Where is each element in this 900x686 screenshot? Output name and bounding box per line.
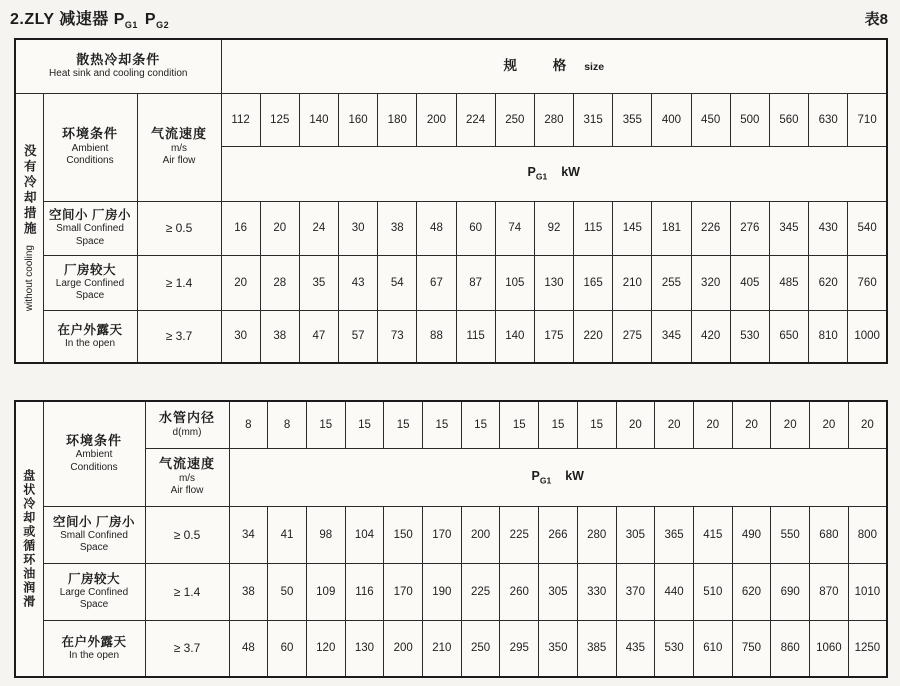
value-cell: 38 <box>260 310 299 363</box>
value-cell: 60 <box>456 201 495 255</box>
airflow-header-en: Air flow <box>162 155 196 167</box>
value-cell: 112 <box>221 93 260 146</box>
value-cell: 530 <box>655 620 694 677</box>
power-label-unit: kW <box>561 165 580 180</box>
value-cell: 200 <box>384 620 423 677</box>
value-cell: 710 <box>848 93 887 146</box>
value-cell: 15 <box>577 401 616 448</box>
value-cell: 415 <box>693 506 732 563</box>
value-cell: 440 <box>655 563 694 620</box>
value-cell: 345 <box>769 201 808 255</box>
value-cell: 180 <box>378 93 417 146</box>
value-cell: 620 <box>732 563 771 620</box>
value-cell: 226 <box>691 201 730 255</box>
value-cell: 50 <box>268 563 307 620</box>
value-cell: 280 <box>577 506 616 563</box>
value-cell: 870 <box>810 563 849 620</box>
airflow-header-cell <box>145 448 229 506</box>
value-cell: 24 <box>299 201 338 255</box>
pipe-header-cn: 水管内径 <box>158 410 215 426</box>
value-cell: 430 <box>809 201 848 255</box>
value-cell: 120 <box>306 620 345 677</box>
value-cell: 15 <box>423 401 462 448</box>
value-cell: 170 <box>384 563 423 620</box>
value-cell: 15 <box>461 401 500 448</box>
power-label-cell <box>221 146 887 201</box>
value-cell: 181 <box>652 201 691 255</box>
page-title <box>10 6 169 30</box>
value-cell: 540 <box>848 201 887 255</box>
ambient-header-en2: Conditions <box>70 461 118 473</box>
value-cell: 405 <box>730 255 769 310</box>
airflow-header-cn: 气流速度 <box>158 456 215 472</box>
power-label-p: P <box>527 165 536 180</box>
value-cell: 48 <box>229 620 268 677</box>
table-without-cooling <box>14 38 888 364</box>
value-cell: 175 <box>534 310 573 363</box>
size-header-cn: 规 格 <box>503 58 583 74</box>
value-cell: 8 <box>229 401 268 448</box>
value-cell: 130 <box>534 255 573 310</box>
value-cell: 630 <box>809 93 848 146</box>
value-cell: 20 <box>771 401 810 448</box>
value-cell: 1250 <box>848 620 887 677</box>
value-cell: 224 <box>456 93 495 146</box>
value-cell: 92 <box>534 201 573 255</box>
ambient-header-en2: Conditions <box>66 155 114 167</box>
value-cell: 435 <box>616 620 655 677</box>
value-cell: 250 <box>495 93 534 146</box>
value-cell: 210 <box>613 255 652 310</box>
value-cell: 140 <box>299 93 338 146</box>
value-cell: 315 <box>574 93 613 146</box>
value-cell: 145 <box>613 201 652 255</box>
value-cell: 20 <box>693 401 732 448</box>
corner-header-cell <box>15 39 221 93</box>
value-cell: 500 <box>730 93 769 146</box>
airflow-unit: m/s <box>170 142 188 154</box>
value-cell: 510 <box>693 563 732 620</box>
value-cell: 225 <box>500 506 539 563</box>
value-cell: 690 <box>771 563 810 620</box>
table-number: 表8 <box>864 11 888 28</box>
value-cell: 490 <box>732 506 771 563</box>
airflow-value-cell: ≥ 0.5 <box>137 201 221 255</box>
value-cell: 190 <box>423 563 462 620</box>
value-cell: 105 <box>495 255 534 310</box>
table-row <box>15 255 887 310</box>
value-cell: 20 <box>732 401 771 448</box>
value-cell: 530 <box>730 310 769 363</box>
value-cell: 220 <box>574 310 613 363</box>
value-cell: 20 <box>221 255 260 310</box>
row-label-cn: 空间小 厂房小 <box>49 208 131 222</box>
table-row <box>15 310 887 363</box>
value-cell: 295 <box>500 620 539 677</box>
corner-header-en: Heat sink and cooling condition <box>49 68 188 80</box>
value-cell: 550 <box>771 506 810 563</box>
row-label-cn: 厂房较大 <box>63 262 116 277</box>
value-cell: 1000 <box>848 310 887 363</box>
value-cell: 170 <box>423 506 462 563</box>
value-cell: 43 <box>339 255 378 310</box>
airflow-header-cn: 气流速度 <box>150 126 207 142</box>
value-cell: 225 <box>461 563 500 620</box>
value-cell: 276 <box>730 201 769 255</box>
table-disc-cooling <box>14 400 888 678</box>
row-label-cell <box>43 563 145 620</box>
value-cell: 67 <box>417 255 456 310</box>
value-cell: 38 <box>229 563 268 620</box>
value-cell: 305 <box>539 563 578 620</box>
value-cell: 20 <box>616 401 655 448</box>
value-cell: 8 <box>268 401 307 448</box>
value-cell: 345 <box>652 310 691 363</box>
value-cell: 620 <box>809 255 848 310</box>
value-cell: 370 <box>616 563 655 620</box>
power-label-cell <box>229 448 887 506</box>
row-label-cell <box>43 506 145 563</box>
row-label-cn: 空间小 厂房小 <box>53 514 135 529</box>
value-cell: 47 <box>299 310 338 363</box>
value-cell: 104 <box>345 506 384 563</box>
table-row <box>15 201 887 255</box>
value-cell: 109 <box>306 563 345 620</box>
value-cell: 650 <box>769 310 808 363</box>
value-cell: 260 <box>500 563 539 620</box>
value-cell: 74 <box>495 201 534 255</box>
value-cell: 275 <box>613 310 652 363</box>
table-row <box>15 620 887 677</box>
value-cell: 385 <box>577 620 616 677</box>
row-label-en1: Small Confined <box>60 529 128 541</box>
value-cell: 760 <box>848 255 887 310</box>
value-cell: 250 <box>461 620 500 677</box>
value-cell: 800 <box>848 506 887 563</box>
row-label-en1: In the open <box>68 649 120 661</box>
ambient-header-en1: Ambient <box>71 142 109 154</box>
value-cell: 48 <box>417 201 456 255</box>
row-label-cell <box>43 255 137 310</box>
value-cell: 305 <box>616 506 655 563</box>
value-cell: 266 <box>539 506 578 563</box>
power-label-sub: G1 <box>535 171 548 182</box>
value-cell: 15 <box>500 401 539 448</box>
row-label-cn: 在户外露天 <box>61 634 127 649</box>
row-label-en1: Large Confined <box>55 277 125 289</box>
pipe-header-en: d(mm) <box>172 426 202 438</box>
corner-header-cn: 散热冷却条件 <box>76 51 161 67</box>
size-header-cell <box>221 39 887 93</box>
value-cell: 28 <box>260 255 299 310</box>
airflow-value-cell: ≥ 1.4 <box>145 563 229 620</box>
airflow-value-cell: ≥ 3.7 <box>137 310 221 363</box>
value-cell: 210 <box>423 620 462 677</box>
airflow-value-cell: ≥ 3.7 <box>145 620 229 677</box>
row-label-en1: In the open <box>64 337 116 349</box>
side-condition-cn: 没有冷却措施 <box>22 144 37 238</box>
value-cell: 20 <box>848 401 887 448</box>
title-text-2: P <box>144 11 157 28</box>
value-cell: 365 <box>655 506 694 563</box>
value-cell: 150 <box>384 506 423 563</box>
power-label-row <box>15 448 887 506</box>
value-cell: 34 <box>229 506 268 563</box>
value-cell: 30 <box>339 201 378 255</box>
value-cell: 280 <box>534 93 573 146</box>
ambient-header-cell <box>43 401 145 506</box>
value-cell: 320 <box>691 255 730 310</box>
ambient-header-cell <box>43 93 137 201</box>
value-cell: 15 <box>345 401 384 448</box>
value-cell: 20 <box>810 401 849 448</box>
value-cell: 41 <box>268 506 307 563</box>
value-cell: 160 <box>339 93 378 146</box>
row-label-cn: 在户外露天 <box>57 322 123 337</box>
power-label-p: P <box>531 468 540 483</box>
side-condition-cn: 盘状冷却或循环油润滑 <box>21 469 36 609</box>
value-cell: 88 <box>417 310 456 363</box>
value-cell: 15 <box>306 401 345 448</box>
value-cell: 38 <box>378 201 417 255</box>
title-subscript-g1: G1 <box>124 20 138 31</box>
value-cell: 400 <box>652 93 691 146</box>
value-cell: 98 <box>306 506 345 563</box>
value-cell: 1060 <box>810 620 849 677</box>
value-cell: 15 <box>539 401 578 448</box>
row-label-en2: Space <box>75 235 105 247</box>
pipe-header-cell <box>145 401 229 448</box>
side-condition-en: without cooling <box>23 245 35 312</box>
row-label-en1: Small Confined <box>56 223 124 234</box>
value-cell: 20 <box>655 401 694 448</box>
value-cell: 450 <box>691 93 730 146</box>
row-label-en2: Space <box>79 542 109 553</box>
value-cell: 560 <box>769 93 808 146</box>
airflow-unit: m/s <box>178 472 196 484</box>
row-label-cn: 厂房较大 <box>67 571 120 586</box>
value-cell: 35 <box>299 255 338 310</box>
value-cell: 87 <box>456 255 495 310</box>
side-condition-cell <box>15 401 43 677</box>
value-cell: 610 <box>693 620 732 677</box>
airflow-header-en: Air flow <box>170 485 204 497</box>
table-row <box>15 39 887 93</box>
value-cell: 200 <box>461 506 500 563</box>
value-cell: 30 <box>221 310 260 363</box>
ambient-header-cn: 环境条件 <box>65 433 122 449</box>
airflow-value-cell: ≥ 0.5 <box>145 506 229 563</box>
power-label-sub: G1 <box>539 475 552 486</box>
airflow-value-cell: ≥ 1.4 <box>137 255 221 310</box>
value-cell: 16 <box>221 201 260 255</box>
table-row <box>15 563 887 620</box>
row-label-en2: Space <box>79 599 109 610</box>
value-cell: 54 <box>378 255 417 310</box>
side-condition-cell <box>15 93 43 363</box>
value-cell: 485 <box>769 255 808 310</box>
value-cell: 125 <box>260 93 299 146</box>
pipe-diameter-row <box>15 401 887 448</box>
value-cell: 420 <box>691 310 730 363</box>
row-label-cell <box>43 201 137 255</box>
value-cell: 116 <box>345 563 384 620</box>
value-cell: 20 <box>260 201 299 255</box>
row-label-en1: Large Confined <box>59 586 129 598</box>
value-cell: 255 <box>652 255 691 310</box>
size-header-en: size <box>584 61 605 74</box>
size-values-row <box>15 93 887 146</box>
value-cell: 355 <box>613 93 652 146</box>
value-cell: 57 <box>339 310 378 363</box>
airflow-header-cell <box>137 93 221 201</box>
title-text: 2.ZLY 减速器 P <box>10 11 125 28</box>
value-cell: 140 <box>495 310 534 363</box>
value-cell: 130 <box>345 620 384 677</box>
row-label-cell <box>43 620 145 677</box>
row-label-cell <box>43 310 137 363</box>
value-cell: 115 <box>574 201 613 255</box>
value-cell: 115 <box>456 310 495 363</box>
table-row <box>15 506 887 563</box>
power-label-unit: kW <box>565 468 584 483</box>
value-cell: 165 <box>574 255 613 310</box>
value-cell: 680 <box>810 506 849 563</box>
row-label-en2: Space <box>75 290 105 301</box>
value-cell: 60 <box>268 620 307 677</box>
ambient-header-en1: Ambient <box>75 449 113 461</box>
value-cell: 73 <box>378 310 417 363</box>
ambient-header-cn: 环境条件 <box>61 126 118 142</box>
value-cell: 330 <box>577 563 616 620</box>
value-cell: 350 <box>539 620 578 677</box>
value-cell: 810 <box>809 310 848 363</box>
value-cell: 1010 <box>848 563 887 620</box>
value-cell: 200 <box>417 93 456 146</box>
value-cell: 15 <box>384 401 423 448</box>
value-cell: 750 <box>732 620 771 677</box>
value-cell: 860 <box>771 620 810 677</box>
title-subscript-g2: G2 <box>156 20 170 31</box>
